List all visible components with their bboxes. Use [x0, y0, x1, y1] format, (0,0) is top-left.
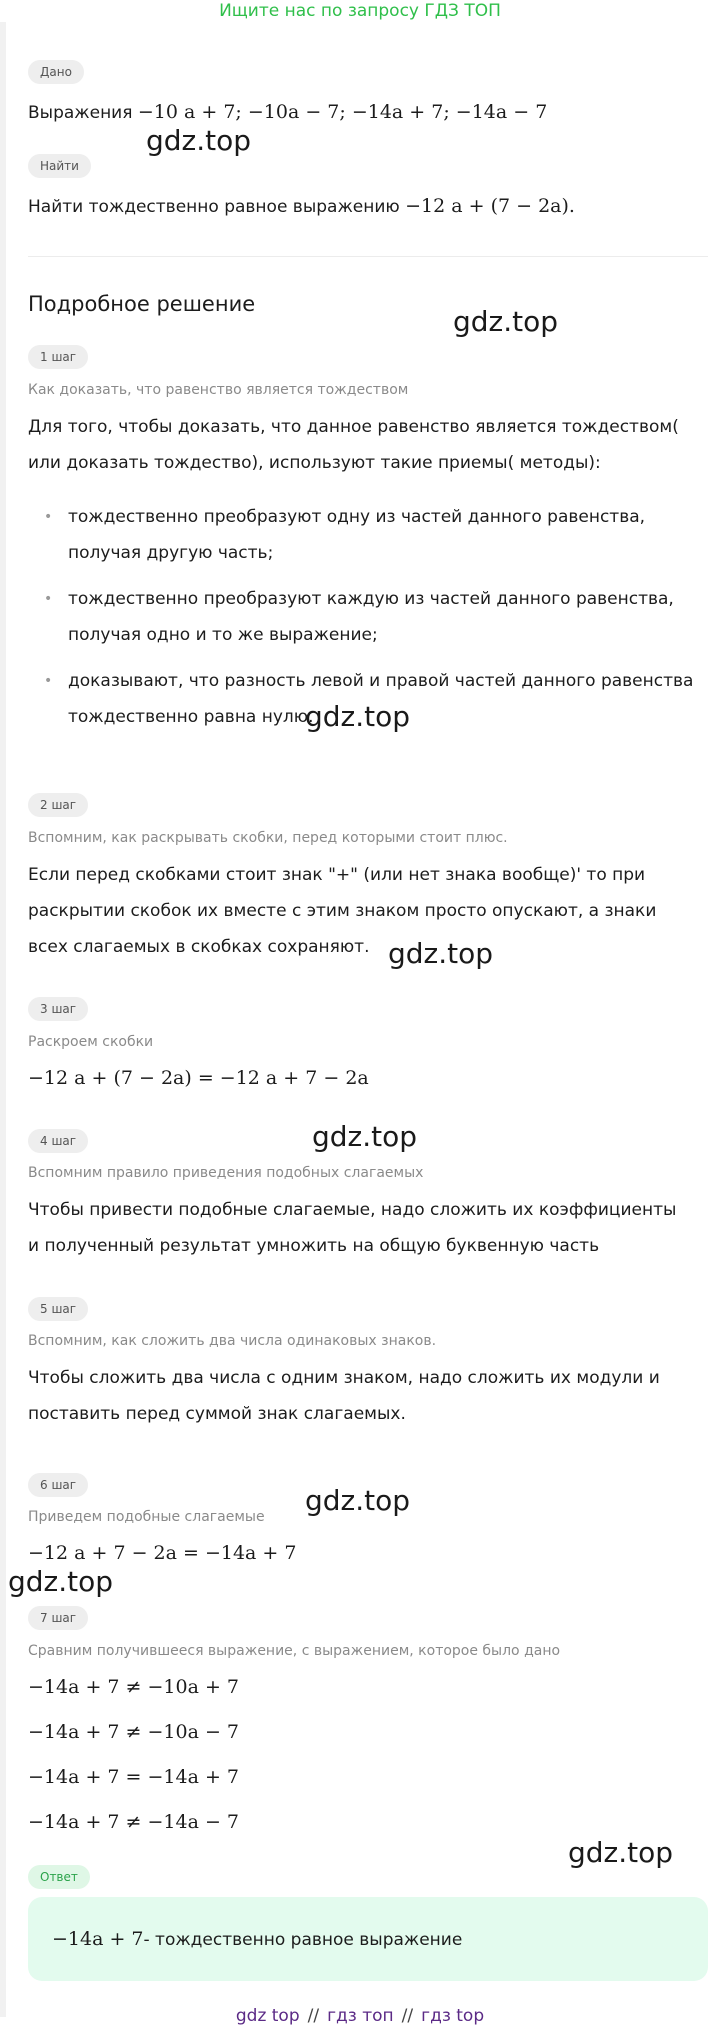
footer-links	[0, 2006, 720, 2026]
step-7-title: Сравним получившееся выражение, с выражением, которое было дано	[28, 1643, 561, 1659]
step-1-text: Для того, чтобы доказать, что данное равенство является тождеством( или доказать тождество), используют такие приемы( методы):	[28, 417, 679, 473]
find-text: Найти тождественно равное выражению	[28, 197, 400, 217]
comparison-line: −14a + 7 = −14a + 7	[28, 1766, 240, 1788]
given-label: Выражения	[28, 103, 133, 123]
watermark: gdz.top	[146, 124, 252, 157]
answer-text	[52, 1921, 462, 1958]
step-3-badge: 3 шаг	[28, 997, 88, 1021]
answer-expression: −14a + 7	[52, 1928, 144, 1950]
step-5-text: Чтобы сложить два числа с одним знаком, надо сложить их модули и поставить перед суммой знак слагаемых.	[28, 1368, 660, 1424]
comparison-line: −14a + 7 ≠ −14a − 7	[28, 1811, 240, 1833]
footer-link[interactable]: gdz top	[235, 2006, 300, 2026]
watermark: gdz.top	[568, 1836, 674, 1869]
comparison-line: −14a + 7 ≠ −10a + 7	[28, 1676, 240, 1698]
watermark: gdz.top	[305, 700, 411, 733]
footer-separator: //	[307, 2006, 320, 2026]
step-6-title: Приведем подобные слагаемые	[28, 1509, 265, 1525]
find-line	[28, 188, 575, 225]
step-3-math: −12 a + (7 − 2a) = −12 a + 7 − 2a	[28, 1067, 369, 1089]
list-item: • тождественно преобразуют одну из частей данного равенства, получая другую часть;	[28, 499, 718, 571]
comparison-line: −14a + 7 ≠ −10a − 7	[28, 1721, 240, 1743]
step-6-math: −12 a + 7 − 2a = −14a + 7	[28, 1542, 297, 1564]
answer-description: - тождественно равное выражение	[143, 1930, 463, 1950]
answer-box	[28, 1897, 708, 1981]
step-1-title: Как доказать, что равенство является тождеством	[28, 382, 409, 398]
watermark: gdz.top	[305, 1484, 411, 1517]
step-6-badge: 6 шаг	[28, 1473, 88, 1497]
step-4-badge: 4 шаг	[28, 1129, 88, 1153]
step-5-badge: 5 шаг	[28, 1297, 88, 1321]
step-2-title: Вспомним, как раскрывать скобки, перед которыми стоит плюс.	[28, 830, 508, 846]
find-expression: −12 a + (7 − 2a).	[405, 195, 575, 217]
list-item: • тождественно преобразуют каждую из частей данного равенства, получая одно и то же выражение;	[28, 581, 718, 653]
solution-title: Подробное решение	[28, 292, 256, 316]
footer-link[interactable]: гдз top	[421, 2006, 485, 2026]
search-banner: Ищите нас по запросу ГДЗ ТОП	[219, 1, 501, 21]
answer-badge: Ответ	[28, 1865, 90, 1889]
step-1-badge: 1 шаг	[28, 345, 88, 369]
footer-separator: //	[401, 2006, 414, 2026]
watermark: gdz.top	[388, 937, 494, 970]
step-2-text: Если перед скобками стоит знак "+" (или нет знака вообще)' то при раскрытии скобок их вместе с этим знаком просто опускают, а знаки всех слагаемых в скобках сохраняют.	[28, 865, 657, 957]
step-4-text: Чтобы привести подобные слагаемые, надо сложить их коэффициенты и полученный результат умножить на общую буквенную часть	[28, 1200, 677, 1256]
list-item: • доказывают, что разность левой и правой частей данного равенства тождественно равна нулю.	[28, 663, 718, 735]
given-badge: Дано	[28, 60, 84, 84]
given-expressions: −10 a + 7; −10a − 7; −14a + 7; −14a − 7	[137, 101, 548, 123]
watermark: gdz.top	[8, 1565, 114, 1598]
section-divider	[28, 256, 708, 257]
step-5-title: Вспомним, как сложить два числа одинаковых знаков.	[28, 1333, 437, 1349]
given-line	[28, 94, 547, 131]
step-7-badge: 7 шаг	[28, 1606, 88, 1630]
footer-link[interactable]: гдз топ	[327, 2006, 394, 2026]
step-2-badge: 2 шаг	[28, 793, 88, 817]
left-border	[0, 22, 6, 2017]
step-4-title: Вспомним правило приведения подобных слагаемых	[28, 1165, 424, 1181]
watermark: gdz.top	[453, 305, 559, 338]
step-3-title: Раскроем скобки	[28, 1034, 154, 1050]
find-badge: Найти	[28, 154, 91, 178]
watermark: gdz.top	[312, 1120, 418, 1153]
